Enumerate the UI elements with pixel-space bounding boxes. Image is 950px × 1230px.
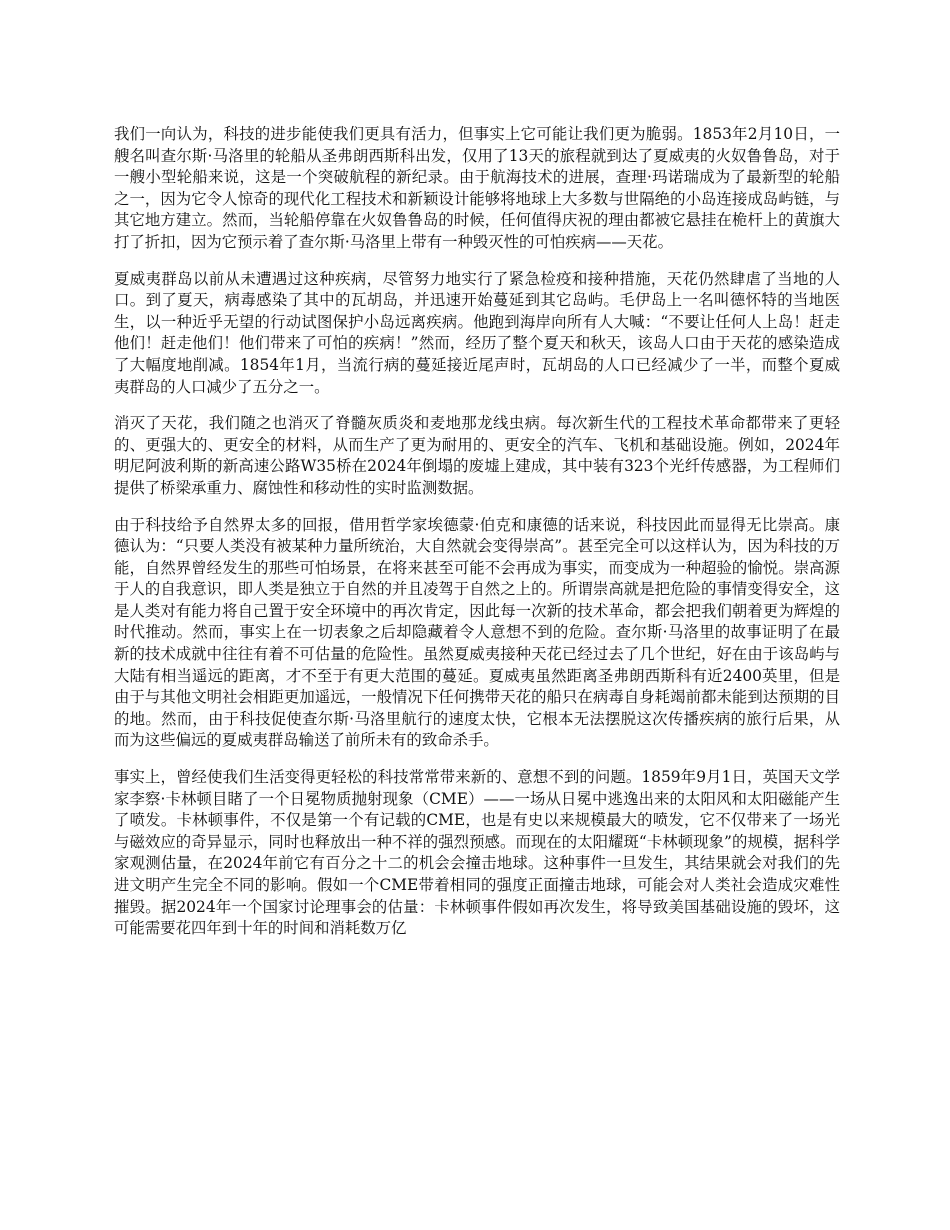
document-body bbox=[114, 124, 840, 940]
paragraph-engineering-revolution: 消灭了天花，我们随之也消灭了脊髓灰质炎和麦地那龙线虫病。每次新生代的工程技术革命都带来了更轻的、更强大的、更安全的材料，从而生产了更为耐用的、更安全的汽车、飞机和基础设施。例如，2024年明尼阿波利斯的新高速公路W35桥在2024年倒塌的废墟上建成，其中装有323个光纤传感器，为工程师们提供了桥梁承重力、腐蚀性和移动性的实时监测数据。 bbox=[114, 414, 840, 497]
paragraph-smallpox-voyage: 我们一向认为，科技的进步能使我们更具有活力，但事实上它可能让我们更为脆弱。1853年2月10日，一艘名叫查尔斯·马洛里的轮船从圣弗朗西斯科出发，仅用了13天的旅程就到达了夏威夷的火奴鲁鲁岛，对于一艘小型轮船来说，这是一个突破航程的新纪录。由于航海技术的进展，查理·玛诺瑞成为了最新型的轮船之一，因为它令人惊奇的现代化工程技术和新颖设计能够将地球上大多数与世隔绝的小岛连接成岛屿链，与其它地方建立。然而，当轮船停靠在火奴鲁鲁岛的时候，任何值得庆祝的理由都被它悬挂在桅杆上的黄旗大打了折扣，因为它预示着了查尔斯·马洛里上带有一种毁灭性的可怕疾病——天花。 bbox=[114, 125, 840, 251]
paragraph-hawaii-epidemic: 夏威夷群岛以前从未遭遇过这种疾病，尽管努力地实行了紧急检疫和接种措施，天花仍然肆虐了当地的人口。到了夏天，病毒感染了其中的瓦胡岛，并迅速开始蔓延到其它岛屿。毛伊岛上一名叫德怀特的当地医生，以一种近乎无望的行动试图保护小岛远离疾病。他跑到海岸向所有人大喊：“不要让任何人上岛！赶走他们！赶走他们！他们带来了可怕的疾病！”然而，经历了整个夏天和秋天，该岛人口由于天花的感染造成了大幅度地削减。1854年1月，当流行病的蔓延接近尾声时，瓦胡岛的人口已经减少了一半，而整个夏威夷群岛的人口减少了五分之一。 bbox=[114, 269, 840, 396]
paragraph-carrington-event: 事实上，曾经使我们生活变得更轻松的科技常常带来新的、意想不到的问题。1859年9月1日，英国天文学家李察·卡林顿目睹了一个日冕物质抛射现象（CME）——一场从日冕中逃逸出来的太阳风和太阳磁能产生了喷发。卡林顿事件，不仅是第一个有记载的CME，也是有史以来规模最大的喷发，它不仅带来了一场光与磁效应的奇异显示，同时也释放出一种不祥的强烈预感。而现在的太阳耀斑“卡林顿现象”的规模，据科学家观测估量，在2024年前它有百分之十二的机会会撞击地球。这种事件一旦发生，其结果就会对我们的先进文明产生完全不同的影响。假如一个CME带着相同的强度正面撞击地球，可能会对人类社会造成灾难性摧毁。据2024年一个国家讨论理事会的估量：卡林顿事件假如再次发生，将导致美国基础设施的毁坏，这可能需要花四年到十年的时间和消耗数万亿 bbox=[114, 768, 840, 938]
paragraph-sublime-technology: 由于科技给予自然界太多的回报，借用哲学家埃德蒙·伯克和康德的话来说，科技因此而显得无比崇高。康德认为：“只要人类没有被某种力量所统治，大自然就会变得崇高”。甚至完全可以这样认为，因为科技的万能，自然界曾经发生的那些可怕场景，在将来甚至可能不会再成为事实，而变成为一种超验的愉悦。崇高源于人的自我意识，即人类是独立于自然的并且凌驾于自然之上的。所谓崇高就是把危险的事情变得安全，这是人类对有能力将自己置于安全环境中的再次肯定，因此每一次新的技术革命，都会把我们朝着更为辉煌的时代推动。然而，事实上在一切表象之后却隐藏着令人意想不到的危险。查尔斯·马洛里的故事证明了在最新的技术成就中往往有着不可估量的危险性。虽然夏威夷接种天花已经过去了几个世纪，好在由于该岛屿与大陆有相当遥远的距离，才不至于有更大范围的蔓延。夏威夷虽然距离圣弗朗西斯科有近2400英里，但是由于与其他文明社会相距更加遥远，一般情况下任何携带天花的船只在病毒自身耗竭前都未能到达预期的目的地。然而，由于科技促使查尔斯·马洛里航行的速度太快，它根本无法摆脱这次传播疾病的旅行后果，从而为这些偏远的夏威夷群岛输送了前所未有的致命杀手。 bbox=[114, 515, 840, 750]
